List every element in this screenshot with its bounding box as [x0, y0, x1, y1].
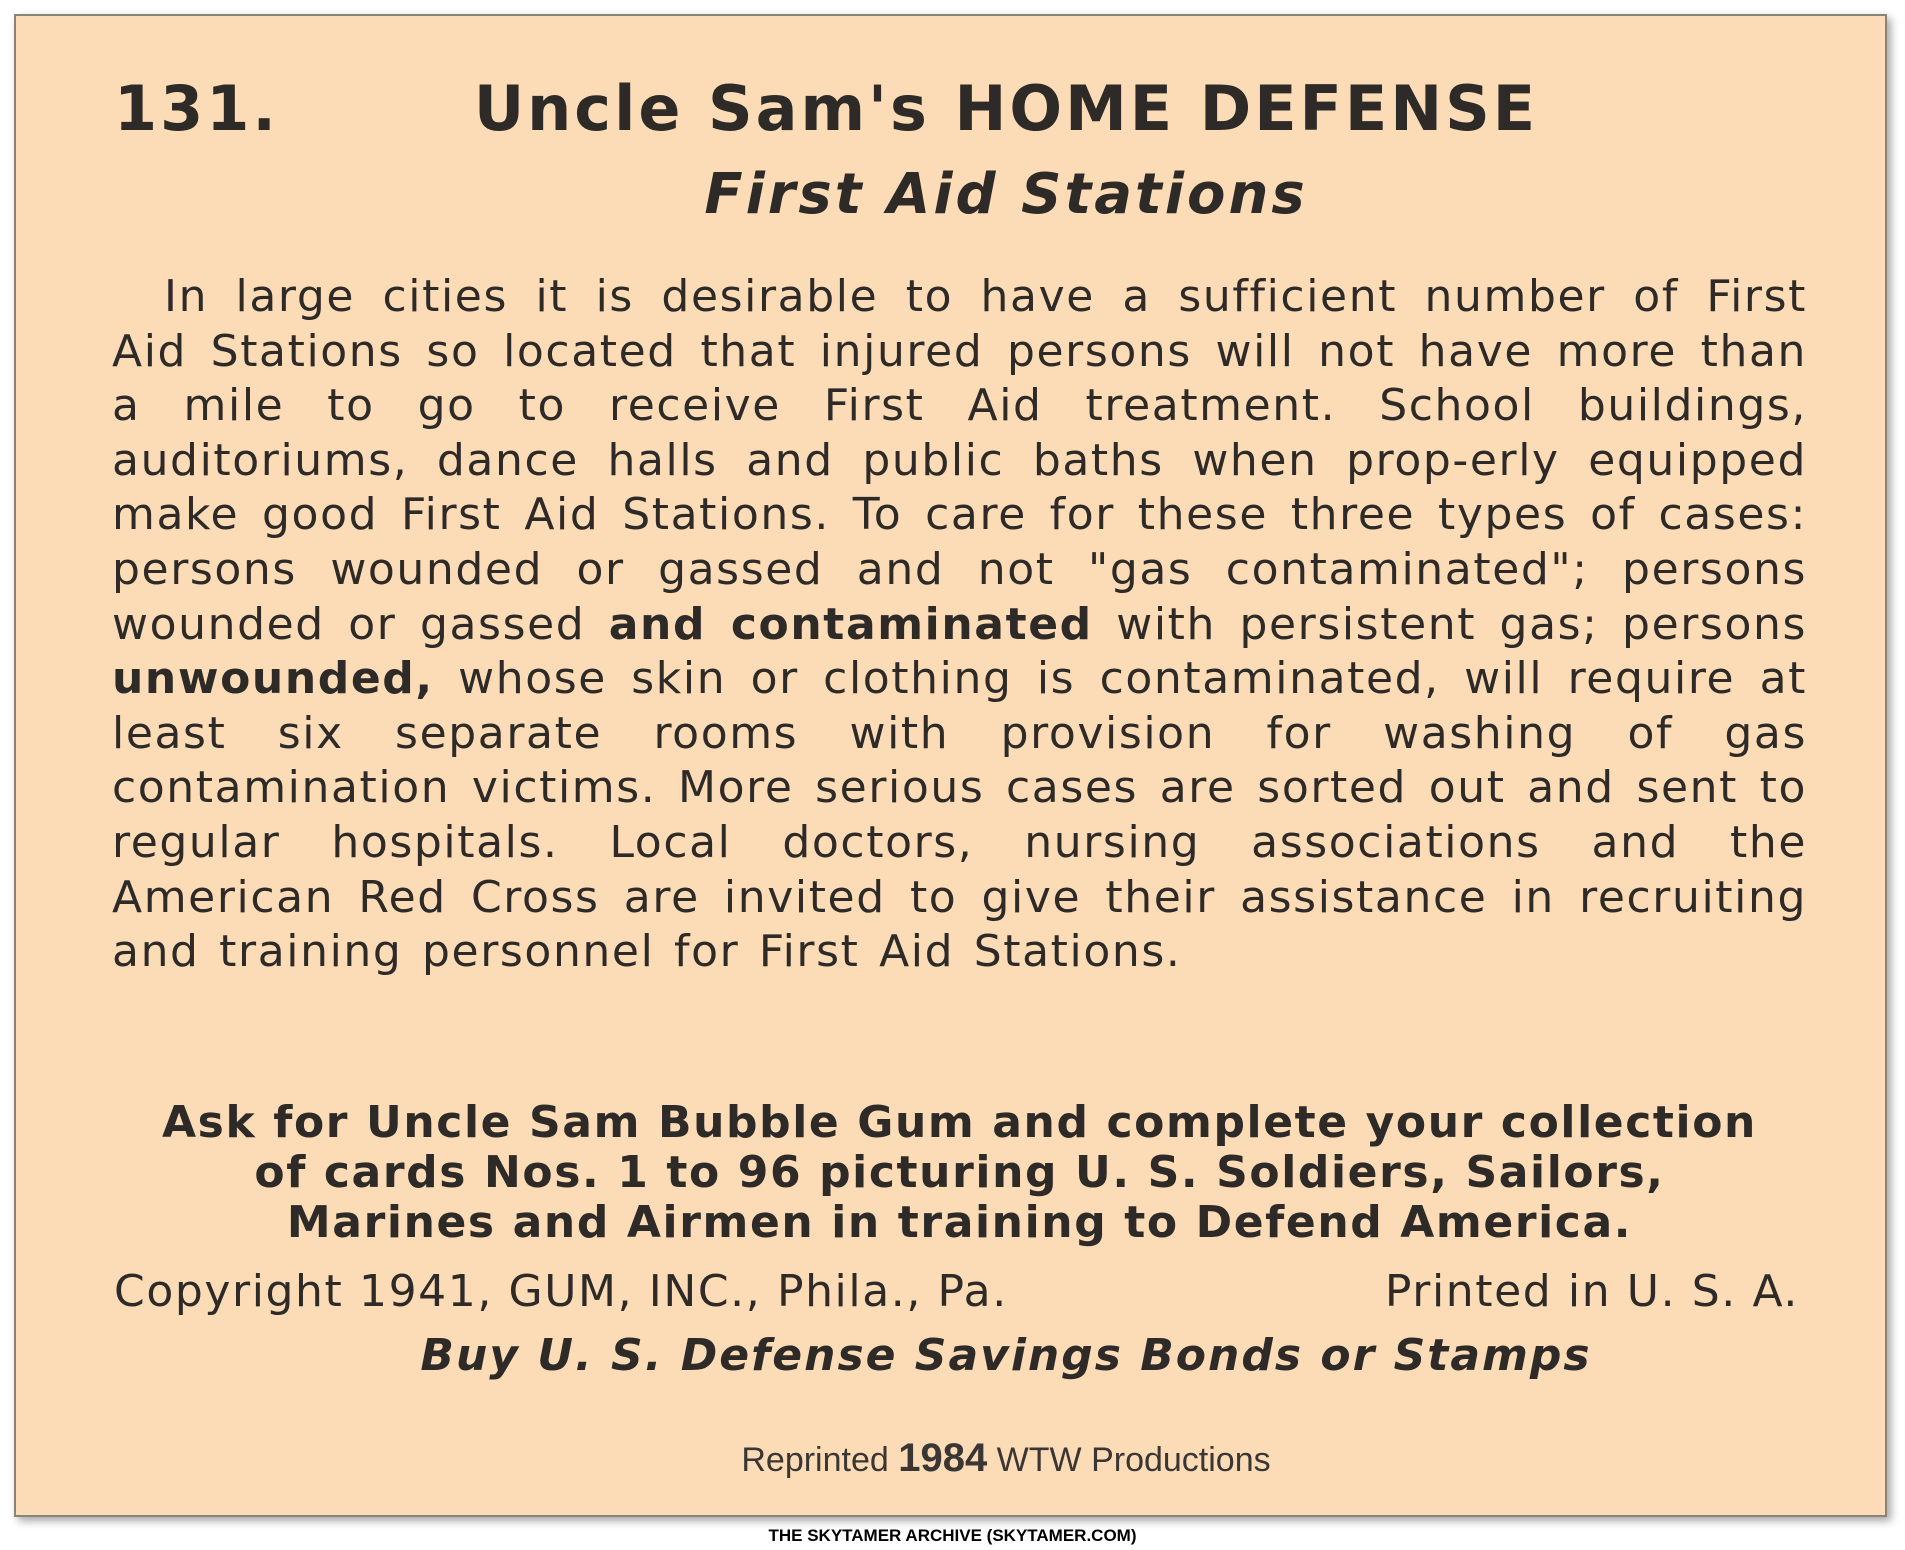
body-paragraph	[112, 270, 1807, 980]
archive-credit: THE SKYTAMER ARCHIVE (SKYTAMER.COM)	[768, 1526, 1137, 1545]
reprint-credit	[346, 1436, 1666, 1481]
trading-card-back	[14, 14, 1887, 1517]
printed-in-line: Printed in U. S. A.	[1384, 1266, 1799, 1317]
body-text-part-2: with persistent gas; persons	[1116, 598, 1807, 650]
body-bold-contaminated: and contaminated	[608, 598, 1093, 650]
promo-line-1: Ask for Uncle Sam Bubble Gum and complete your collection	[162, 1097, 1757, 1148]
body-text-part-3: whose skin or clothing is contaminated, will require at least six separate rooms with provision for washing of gas contamination victims. More serious cases are sorted out and sent to regular hospitals. Local doctors, nursing associations and the American Red Cross are invited to give their assistance in recruiting and training personnel for First Aid Stations.	[112, 653, 1808, 978]
defense-bonds-line: Buy U. S. Defense Savings Bonds or Stamps	[420, 1330, 1592, 1381]
reprint-publisher: WTW Productions	[996, 1441, 1271, 1479]
promo-line-3: Marines and Airmen in training to Defend America.	[286, 1197, 1633, 1248]
card-title: Uncle Sam's HOME DEFENSE	[473, 72, 1539, 145]
promo-block	[112, 1098, 1807, 1248]
card-subtitle: First Aid Stations	[704, 162, 1308, 227]
body-text-part-1: In large cities it is desirable to have a sufficient number of First Aid Stations so located that injured persons will not have more than a mile to go to receive First Aid treatment. School buildings, auditoriums, dance halls and public baths when prop-erly equipped make good First Aid Stations. To care for these three types of cases: persons wounded or gassed and not "gas contaminated"; persons wounded or gassed	[112, 271, 1807, 650]
copyright-line: Copyright 1941, GUM, INC., Phila., Pa.	[114, 1266, 1008, 1317]
body-bold-unwounded: unwounded,	[112, 653, 434, 705]
promo-line-2: of cards Nos. 1 to 96 picturing U. S. Soldiers, Sailors,	[254, 1147, 1665, 1198]
reprint-year: 1984	[898, 1436, 988, 1480]
card-number: 131.	[114, 72, 279, 145]
reprint-prefix: Reprinted	[741, 1441, 889, 1479]
